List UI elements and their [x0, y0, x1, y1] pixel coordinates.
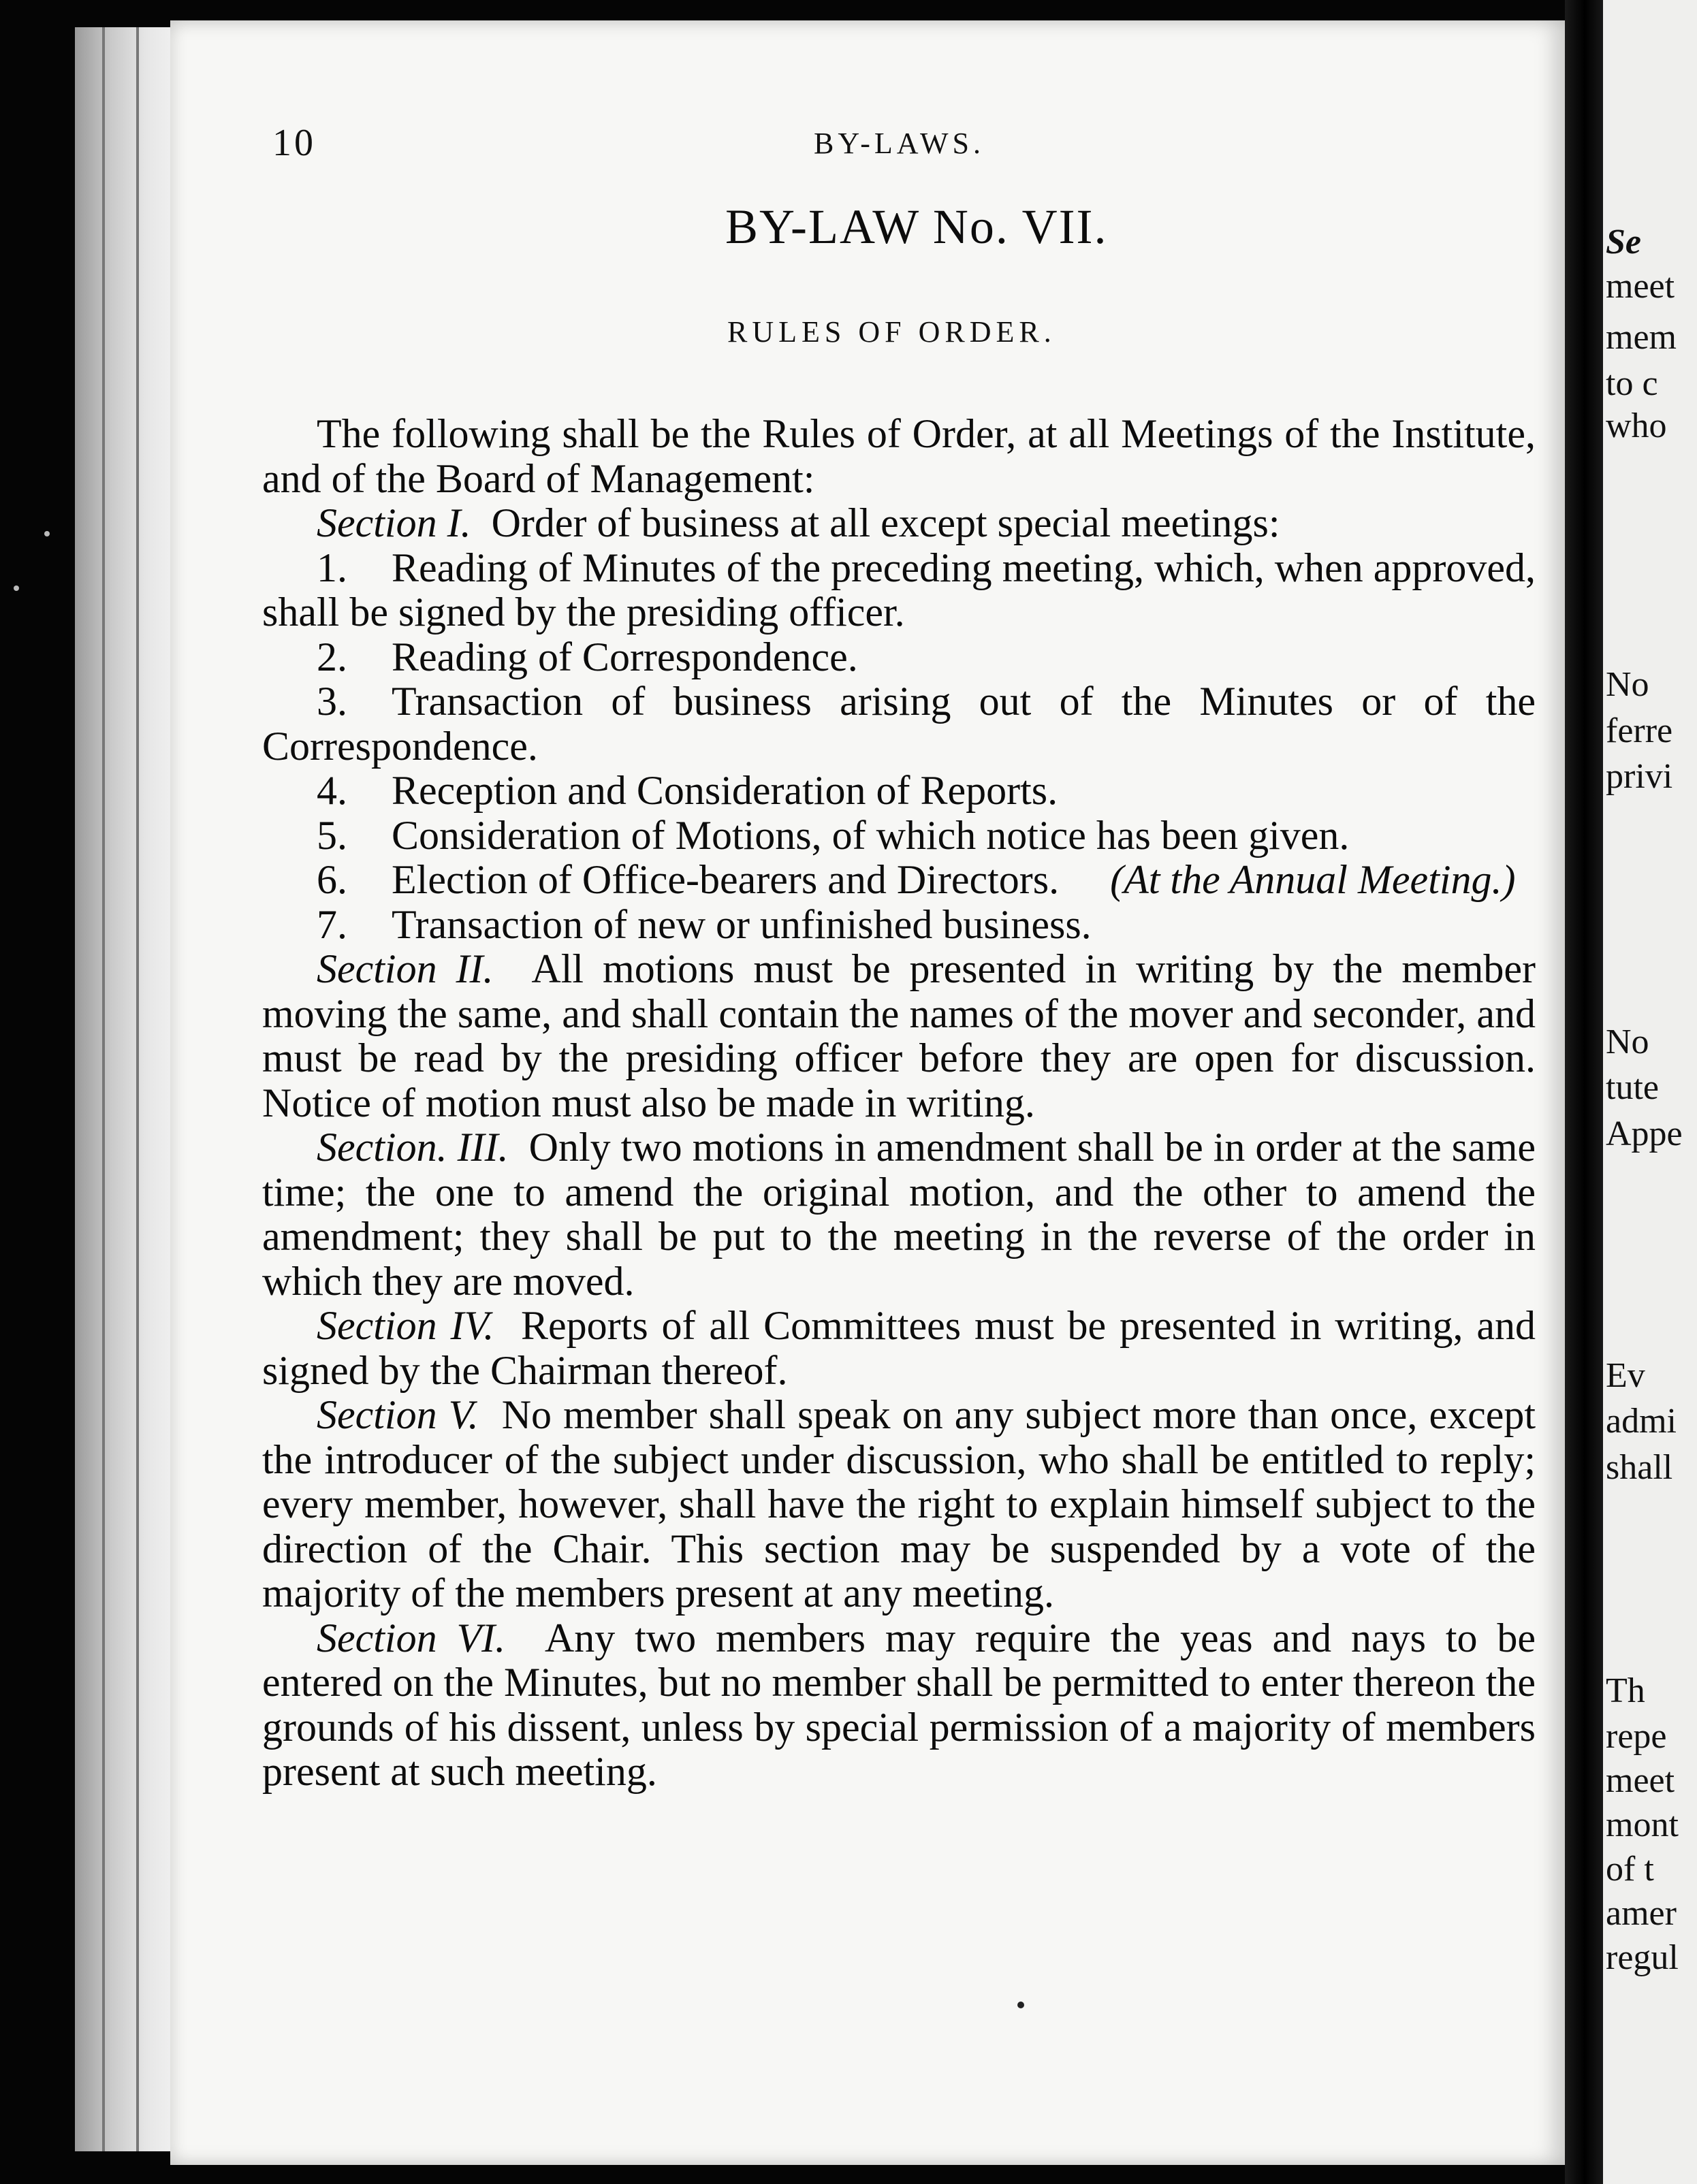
- facing-fragment: Ev: [1606, 1356, 1645, 1395]
- facing-fragment: of t: [1606, 1850, 1654, 1889]
- section-text: All motions must be presented in writing by the member moving the same, and shall contain the names of the mover and seconder, and must be read by the presiding officer before they are open for discussion. Notice of motion must also be made in writing.: [262, 946, 1536, 1125]
- facing-fragment: who: [1606, 406, 1667, 445]
- list-item: [262, 769, 1536, 814]
- item-number: 3.: [317, 679, 347, 724]
- page-edges: [75, 27, 177, 2151]
- list-item: [262, 903, 1536, 948]
- facing-fragment: Appe: [1606, 1114, 1683, 1153]
- item-number: 5.: [317, 812, 347, 858]
- list-item: [262, 858, 1536, 903]
- page-body: [262, 412, 1536, 1795]
- section-text: No member shall speak on any subject more than once, except the introducer of the subject under discussion, who shall be entitled to reply; every member, however, shall have the right to explain himself subject to the direction of the Chair. This section may be suspended by a vote of the majority of the members present at any meeting.: [262, 1392, 1536, 1616]
- item-number: 2.: [317, 634, 347, 679]
- page-edge-line: [102, 27, 105, 2151]
- section-label: Section II.: [317, 946, 494, 991]
- section-text: Only two motions in amendment shall be in order at the same time; the one to amend the original motion, and the other to amend the amendment; they shall be put to the meeting in the reverse of the order in which they are moved.: [262, 1125, 1536, 1304]
- facing-fragment: privi: [1606, 757, 1673, 796]
- facing-fragment: shall: [1606, 1448, 1673, 1487]
- dust-speck: [14, 585, 19, 591]
- item-number: 6.: [317, 857, 347, 902]
- section-paragraph: [262, 947, 1536, 1125]
- item-text: Consideration of Motions, of which notice has been given.: [392, 812, 1350, 858]
- section-paragraph: [262, 501, 1536, 546]
- ink-dot: [1017, 2002, 1024, 2008]
- section-text: Order of business at all except special meetings:: [491, 500, 1280, 545]
- item-text: Reading of Minutes of the preceding meeting, which, when approved, shall be signed by the presiding officer.: [262, 545, 1536, 635]
- page-number: 10: [272, 122, 316, 164]
- section-paragraph: [262, 1393, 1536, 1616]
- list-item: [262, 814, 1536, 858]
- book-gutter: [1565, 0, 1604, 2184]
- section-label: Section. III.: [317, 1125, 509, 1170]
- facing-page: [1603, 0, 1697, 2184]
- section-label: Section I.: [317, 500, 471, 545]
- dust-speck: [44, 531, 50, 536]
- section-label: Section V.: [317, 1392, 479, 1437]
- facing-fragment: admi: [1606, 1402, 1677, 1441]
- facing-fragment: meet: [1606, 1761, 1675, 1800]
- section-text: Any two members may require the yeas and nays to be entered on the Minutes, but no member shall be permitted to enter thereon the grounds of his dissent, unless by special permission of a majority of members present at such meeting.: [262, 1615, 1536, 1794]
- intro-paragraph: The following shall be the Rules of Order, at all Meetings of the Institute, and of the Board of Management:: [262, 411, 1536, 501]
- section-label: Section IV.: [317, 1303, 494, 1348]
- facing-fragment: to c: [1606, 364, 1658, 403]
- item-number: 7.: [317, 901, 347, 947]
- facing-fragment: regul: [1606, 1938, 1679, 1977]
- facing-fragment: repe: [1606, 1717, 1667, 1756]
- item-note: (At the Annual Meeting.): [1110, 857, 1516, 902]
- list-item: [262, 546, 1536, 635]
- facing-fragment: Th: [1606, 1671, 1645, 1710]
- page-edge-line: [136, 27, 139, 2151]
- facing-fragment: amer: [1606, 1894, 1677, 1933]
- facing-fragment: ferre: [1606, 711, 1673, 750]
- section-label: Section VI.: [317, 1615, 506, 1660]
- facing-fragment: No: [1606, 1023, 1649, 1061]
- item-number: 1.: [317, 545, 347, 590]
- section-text: Reports of all Committees must be presented in writing, and signed by the Chairman thereof.: [262, 1303, 1536, 1393]
- item-number: 4.: [317, 768, 347, 813]
- facing-fragment: mem: [1606, 318, 1677, 357]
- facing-fragment: tute: [1606, 1068, 1659, 1107]
- list-item: [262, 679, 1536, 769]
- facing-fragment: mont: [1606, 1805, 1679, 1844]
- item-text: Transaction of new or unfinished business.: [392, 901, 1092, 947]
- section-heading: RULES OF ORDER.: [727, 315, 1056, 349]
- section-paragraph: [262, 1616, 1536, 1795]
- facing-fragment: No: [1606, 665, 1649, 704]
- item-text: Reception and Consideration of Reports.: [392, 768, 1058, 813]
- bylaw-title: BY-LAW No. VII.: [725, 199, 1108, 254]
- item-text: Reading of Correspondence.: [392, 634, 858, 679]
- list-item: [262, 635, 1536, 680]
- section-paragraph: [262, 1304, 1536, 1393]
- section-paragraph: [262, 1125, 1536, 1304]
- item-text: Election of Office-bearers and Directors.: [392, 857, 1060, 902]
- facing-fragment: meet: [1606, 267, 1675, 306]
- facing-fragment: Se: [1606, 223, 1641, 261]
- item-text: Transaction of business arising out of the Minutes or of the Correspondence.: [262, 679, 1536, 769]
- running-head: BY-LAWS.: [814, 127, 985, 160]
